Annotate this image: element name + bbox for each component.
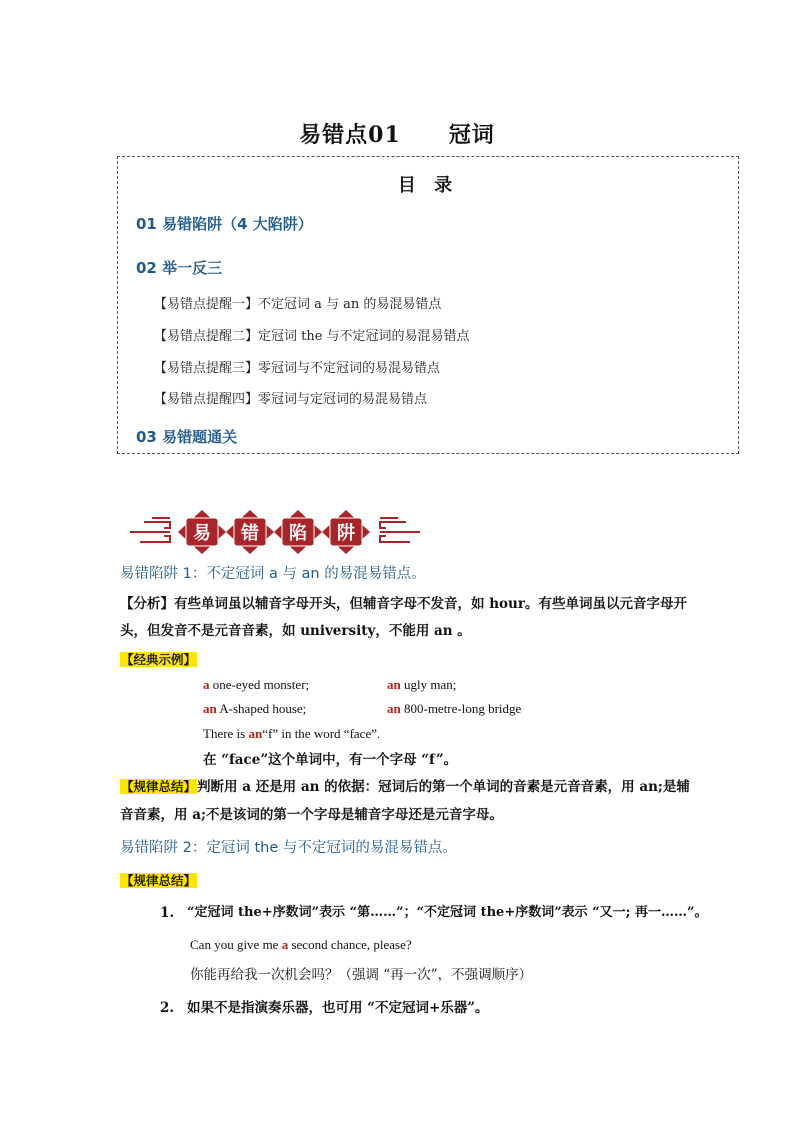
- trap2-item1-text: “定冠词 the+序数词”表示 “第……”；“不定冠词 the+序数词”表示 “又一; 再一……”。: [187, 905, 708, 920]
- toc-item-1[interactable]: 【易错点提醒一】不定冠词 a 与 an 的易混易错点: [154, 297, 442, 312]
- section-banner: [130, 508, 420, 556]
- trap2-item1-example: Can you give me a second chance, please?: [190, 937, 412, 952]
- toc-item-4[interactable]: 【易错点提醒四】零冠词与定冠词的易混易错点: [154, 392, 428, 407]
- analysis-tag: 【分析】: [120, 596, 174, 612]
- banner-right-ornament: [380, 518, 420, 542]
- example-4: an 800-metre-long bridge: [387, 701, 522, 716]
- example-1: a one-eyed monster;: [203, 677, 310, 692]
- trap2-item1-number: 1.: [160, 905, 175, 921]
- trap2-item2-number: 2.: [160, 1000, 175, 1016]
- banner-left-ornament: [130, 518, 170, 542]
- toc-section-2[interactable]: 02 举一反三: [136, 259, 223, 277]
- trap2-item2-text: 如果不是指演奏乐器，也可用 “不定冠词+乐器”。: [187, 1000, 489, 1016]
- banner-char-1: 易: [193, 523, 211, 544]
- trap1-heading: 易错陷阱 1：不定冠词 a 与 an 的易混易错点。: [120, 566, 426, 582]
- banner-char-2: 错: [241, 523, 259, 544]
- page-title: 易错点01 冠词: [299, 122, 495, 148]
- example-tag: 【经典示例】: [121, 652, 197, 667]
- toc-heading: 目 录: [397, 175, 459, 196]
- trap1-rule-line2: 音音素，用 a;不是该词的第一个字母是辅音字母还是元音字母。: [120, 807, 503, 823]
- example-2: an ugly man;: [387, 677, 457, 692]
- trap2-item1-translation: 你能再给我一次机会吗？（强调 “再一次”，不强调顺序）: [190, 967, 533, 983]
- trap1-rule-line1: 【规律总结】判断用 a 还是用 an 的依据：冠词后的第一个单词的音素是元音音素，用 an;是辅: [121, 779, 690, 795]
- toc-section-3[interactable]: 03 易错题通关: [136, 428, 238, 446]
- trap2-heading: 易错陷阱 2：定冠词 the 与不定冠词的易混易错点。: [120, 840, 457, 856]
- table-of-contents: [117, 156, 739, 454]
- toc-item-2[interactable]: 【易错点提醒二】定冠词 the 与不定冠词的易混易错点: [154, 329, 470, 344]
- example-3: an A-shaped house;: [203, 701, 307, 716]
- example-5: There is an“f” in the word “face”.: [203, 726, 381, 741]
- trap1-analysis-line1: 【分析】有些单词虽以辅音字母开头，但辅音字母不发音，如 hour。有些单词虽以元音字母开: [120, 596, 687, 612]
- example-6: 在 “face”这个单词中，有一个字母 “f”。: [203, 752, 458, 768]
- rule-tag: 【规律总结】: [121, 779, 197, 794]
- trap1-analysis-line2: 头，但发音不是元音音素，如 university，不能用 an 。: [120, 623, 471, 639]
- banner-char-3: 陷: [289, 523, 307, 544]
- trap2-rule-tag: 【规律总结】: [121, 873, 197, 888]
- toc-section-1[interactable]: 01 易错陷阱（4 大陷阱）: [136, 215, 313, 233]
- toc-item-3[interactable]: 【易错点提醒三】零冠词与不定冠词的易混易错点: [154, 361, 441, 376]
- banner-char-4: 阱: [337, 523, 355, 544]
